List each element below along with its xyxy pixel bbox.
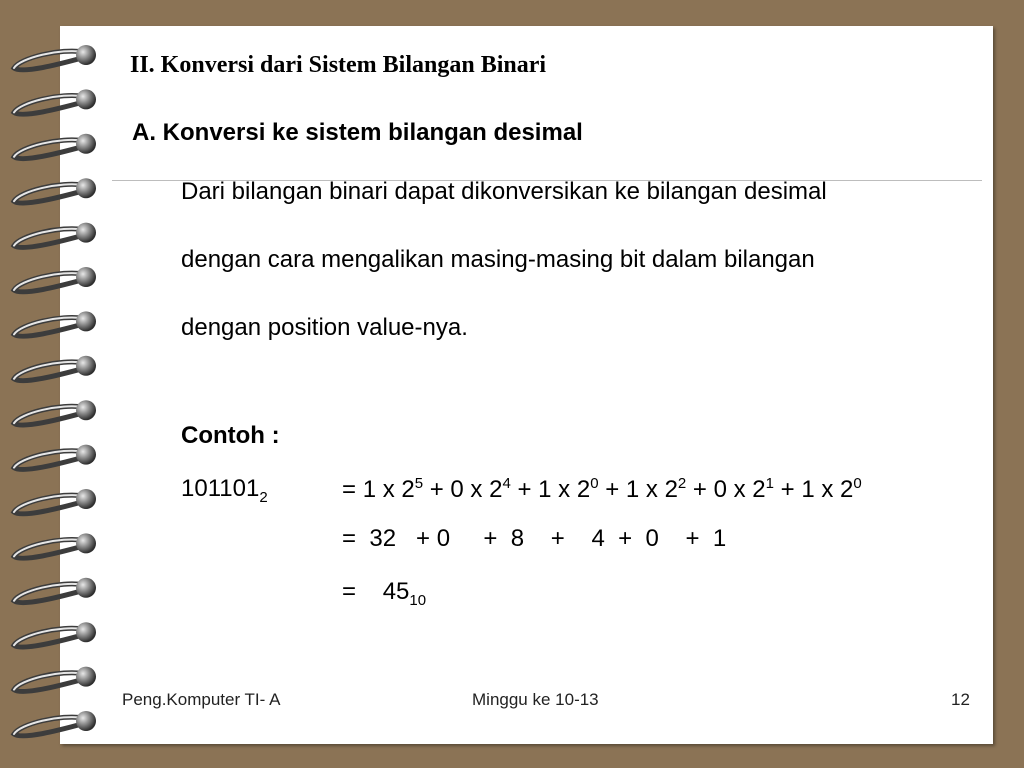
example-label: Contoh : [181,422,280,449]
expansion-term: + 1 x $2^0$ [774,475,862,503]
spiral-binding-ring [14,667,96,692]
spiral-binding-ring [14,400,96,425]
spiral-binding-ring [14,711,96,736]
expansion-term: + 1 x $2^2$ [598,475,687,503]
spiral-binding-ring [14,356,96,381]
paragraph-line-1: Dari bilangan binari dapat dikonversikan ke bilangan desimal [181,178,827,205]
spiral-binding-ring [14,445,96,470]
binary-digits: 101101 [181,475,260,502]
spiral-binding-ring [14,89,96,114]
result-value: 45 [382,578,410,605]
expansion-line [342,475,862,504]
binary-base: 2 [259,489,268,506]
expansion-term: + 0 x $2^4$ [423,475,511,503]
expansion-term: 1 x $2^5$ [362,475,424,503]
spiral-binding-ring [14,178,96,203]
spiral-binding [0,0,110,768]
spiral-binding-ring [14,267,96,292]
spiral-binding-ring [14,45,96,70]
slide-title: II. Konversi dari Sistem Bilangan Binari [130,52,547,78]
paragraph-line-3: dengan position value-nya. [181,314,468,341]
result-prefix: = [342,578,383,605]
spiral-binding-ring [14,578,96,603]
footer-course: Peng.Komputer TI- A [122,690,281,709]
values-line: = 32 + 0 + 8 + 4 + 0 + 1 [342,525,727,552]
expansion-prefix: = [342,476,363,503]
binary-number [181,475,268,506]
expansion-term: + 1 x $2^0$ [510,475,599,503]
slide-subtitle: A. Konversi ke sistem bilangan desimal [132,119,583,146]
expansion-term: + 0 x $2^1$ [686,475,774,503]
spiral-binding-ring [14,134,96,159]
result-line [342,578,426,609]
result-base: 10 [409,592,427,609]
footer-week: Minggu ke 10-13 [472,690,599,709]
spiral-binding-ring [14,489,96,514]
spiral-binding-ring [14,533,96,558]
spiral-binding-ring [14,223,96,248]
footer-page-number: 12 [951,690,970,709]
paragraph-line-2: dengan cara mengalikan masing-masing bit dalam bilangan [181,246,815,273]
spiral-binding-ring [14,311,96,336]
spiral-binding-ring [14,622,96,647]
